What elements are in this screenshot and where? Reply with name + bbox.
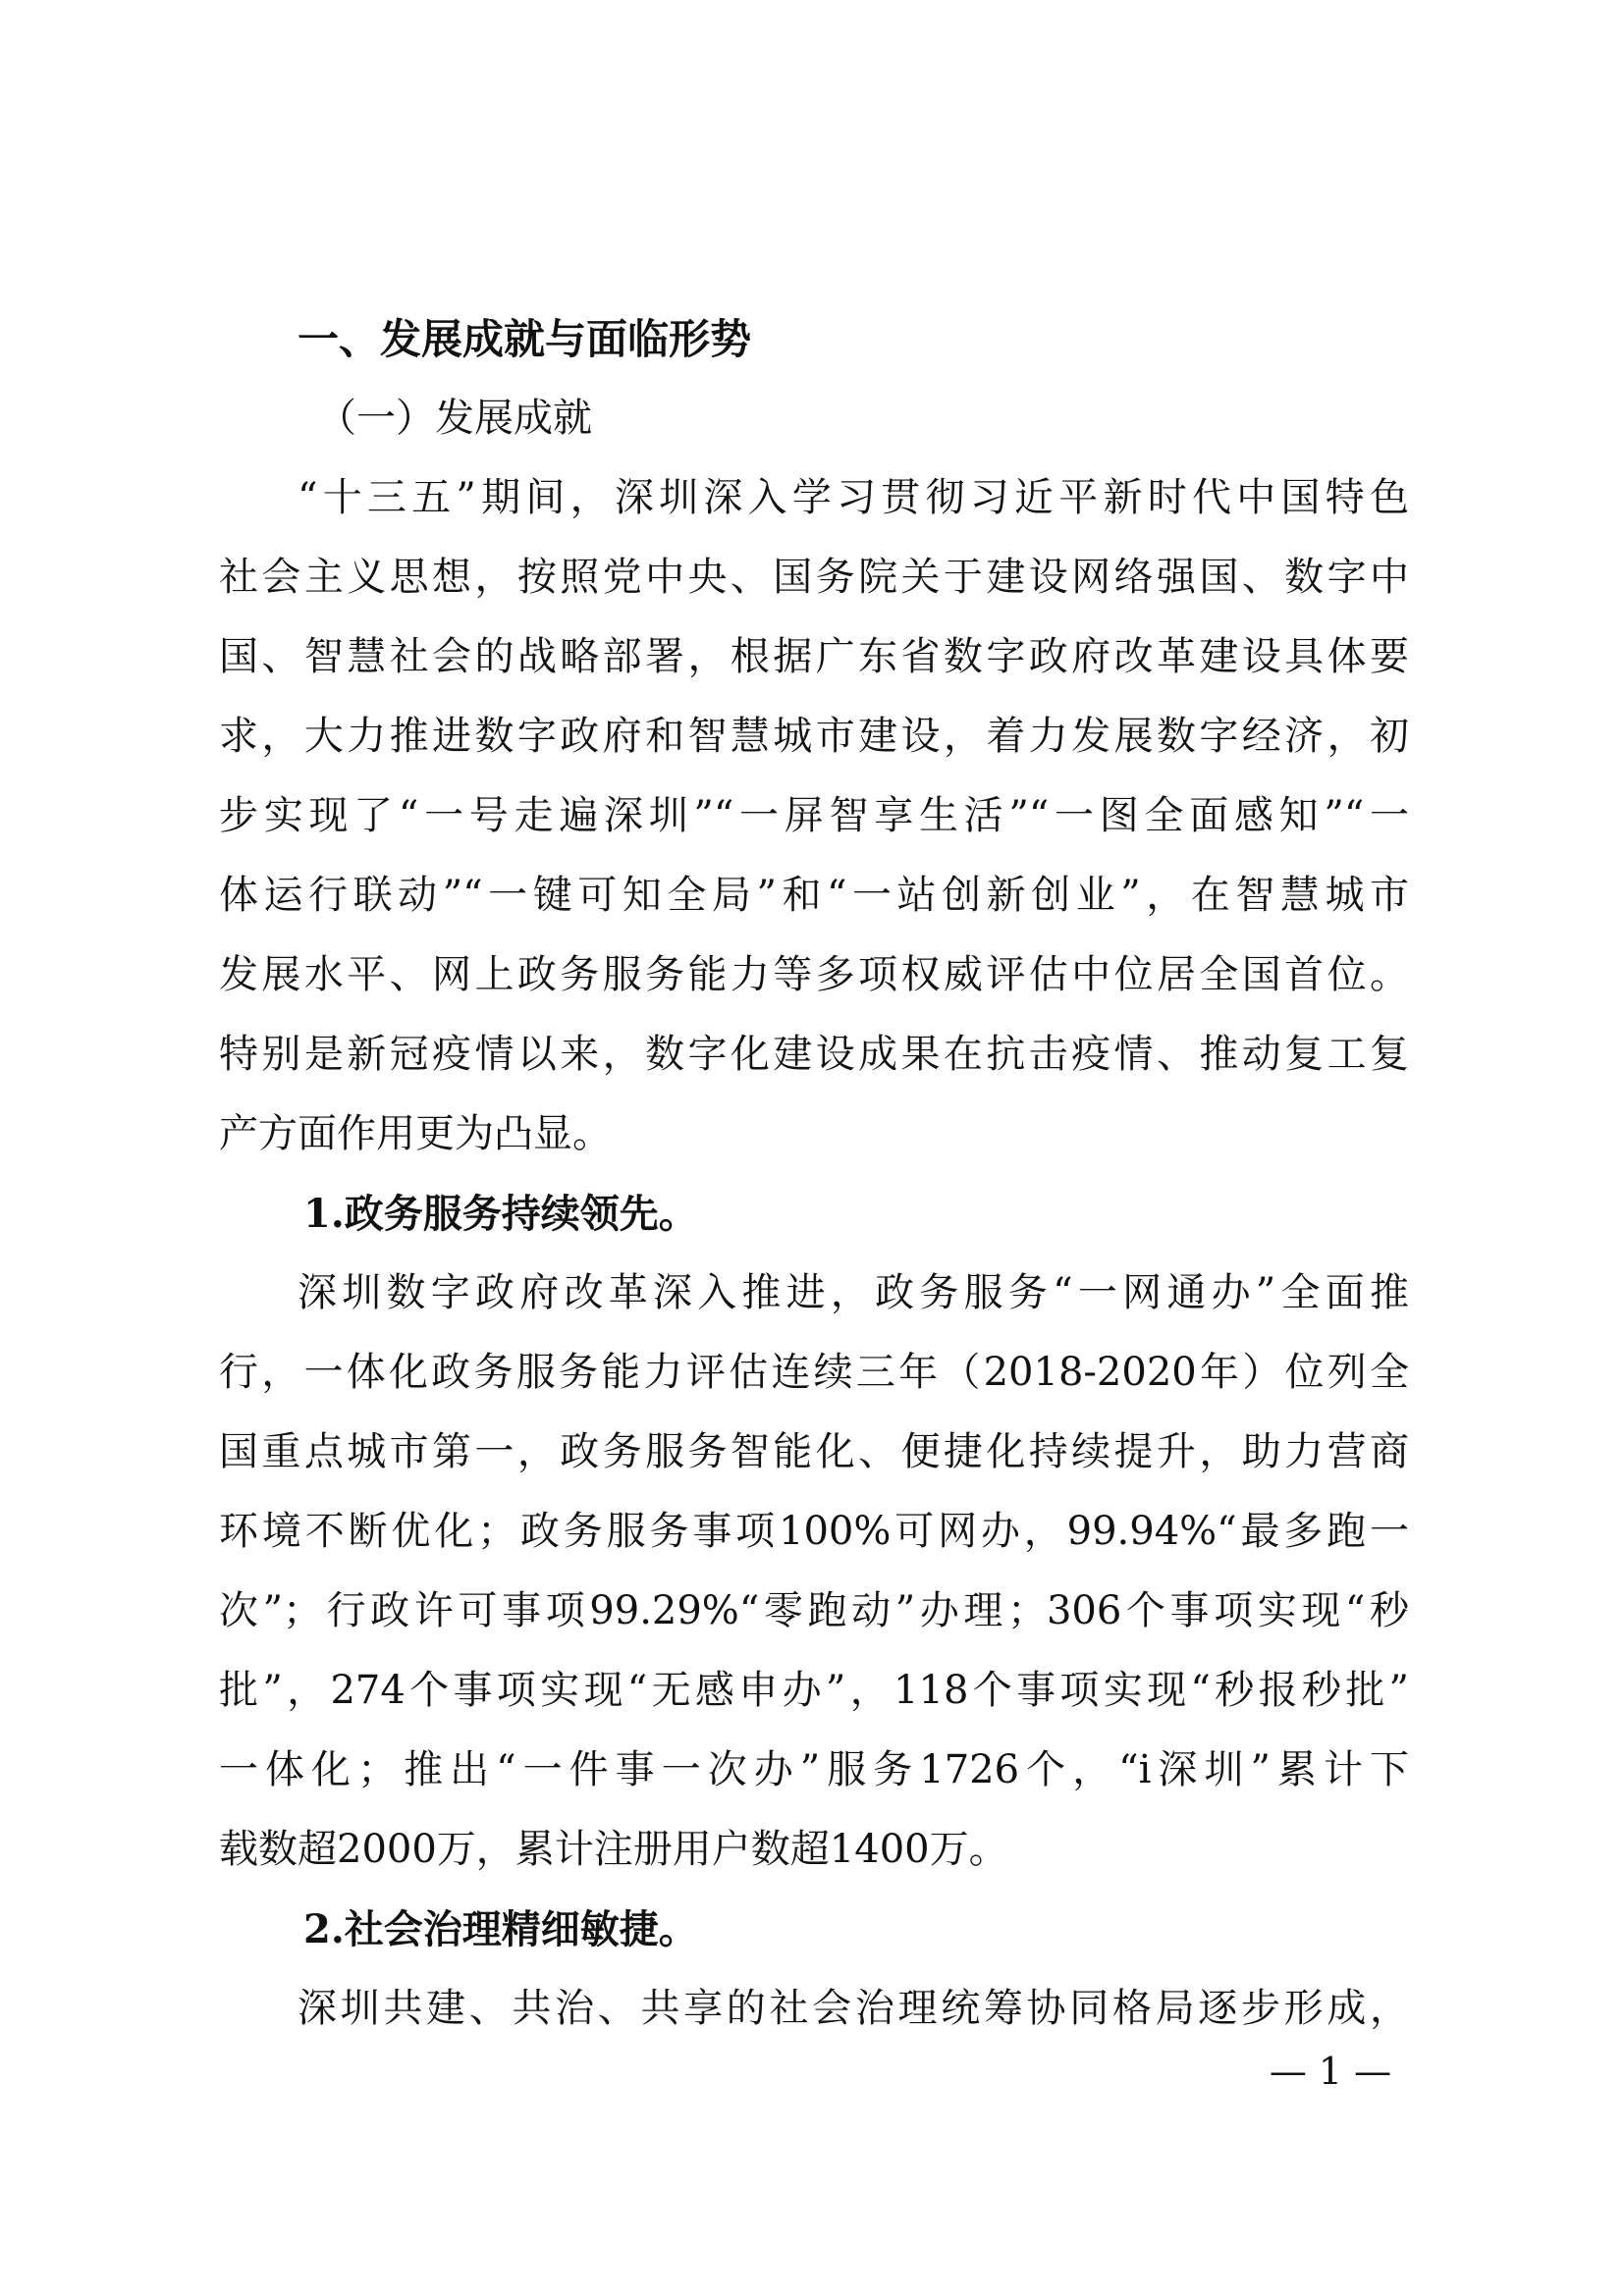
paragraph-line: 深圳共建、共治、共享的社会治理统筹协同格局逐步形成，: [298, 1986, 1409, 2031]
paragraph-line: 产方面作用更为凸显。: [219, 1111, 612, 1156]
document-body: [219, 299, 1409, 2049]
paragraph-government-services: [219, 1254, 1409, 1890]
paragraph-line: 发展水平、网上政务服务能力等多项权威评估中位居全国首位。: [219, 952, 1409, 997]
paragraph-line: 国重点城市第一，政务服务智能化、便捷化持续提升，助力营商: [219, 1429, 1409, 1474]
paragraph-line: 一体化；推出“一件事一次办”服务1726个，“i深圳”累计下: [219, 1747, 1409, 1792]
paragraph-line: 国、智慧社会的战略部署，根据广东省数字政府改革建设具体要: [219, 634, 1409, 679]
paragraph-line: 求，大力推进数字政府和智慧城市建设，着力发展数字经济，初: [219, 714, 1409, 759]
page-number: — 1 —: [1269, 2050, 1392, 2093]
paragraph-line: 步实现了“一号走遍深圳”“一屏智享生活”“一图全面感知”“一: [219, 793, 1409, 838]
numbered-heading-government-services: 1.政务服务持续领先。: [303, 1191, 698, 1237]
paragraph-line: 环境不断优化；政务服务事项100%可网办，99.94%“最多跑一: [219, 1509, 1409, 1554]
paragraph-line: 体运行联动”“一键可知全局”和“一站创新创业”，在智慧城市: [219, 873, 1409, 918]
paragraph-development-achievements: [219, 458, 1409, 1174]
paragraph-line: 载数超2000万，累计注册用户数超1400万。: [219, 1827, 1008, 1872]
paragraph-line: “十三五”期间，深圳深入学习贯彻习近平新时代中国特色: [298, 475, 1409, 520]
section-heading: 一、发展成就与面临形势: [298, 315, 752, 363]
paragraph-line: 特别是新冠疫情以来，数字化建设成果在抗击疫情、推动复工复: [219, 1032, 1409, 1077]
paragraph-line: 批”，274个事项实现“无感申办”，118个事项实现“秒报秒批”: [219, 1668, 1409, 1713]
paragraph-line: 行，一体化政务服务能力评估连续三年（2018-2020年）位列全: [219, 1350, 1409, 1395]
paragraph-social-governance: [219, 1969, 1409, 2049]
paragraph-line: 次”；行政许可事项99.29%“零跑动”办理；306个事项实现“秒: [219, 1588, 1409, 1633]
numbered-heading-social-governance: 2.社会治理精细敏捷。: [303, 1906, 698, 1952]
paragraph-line: 社会主义思想，按照党中央、国务院关于建设网络强国、数字中: [219, 555, 1409, 600]
subsection-heading: （一）发展成就: [317, 396, 592, 441]
paragraph-line: 深圳数字政府改革深入推进，政务服务“一网通办”全面推: [298, 1270, 1409, 1315]
